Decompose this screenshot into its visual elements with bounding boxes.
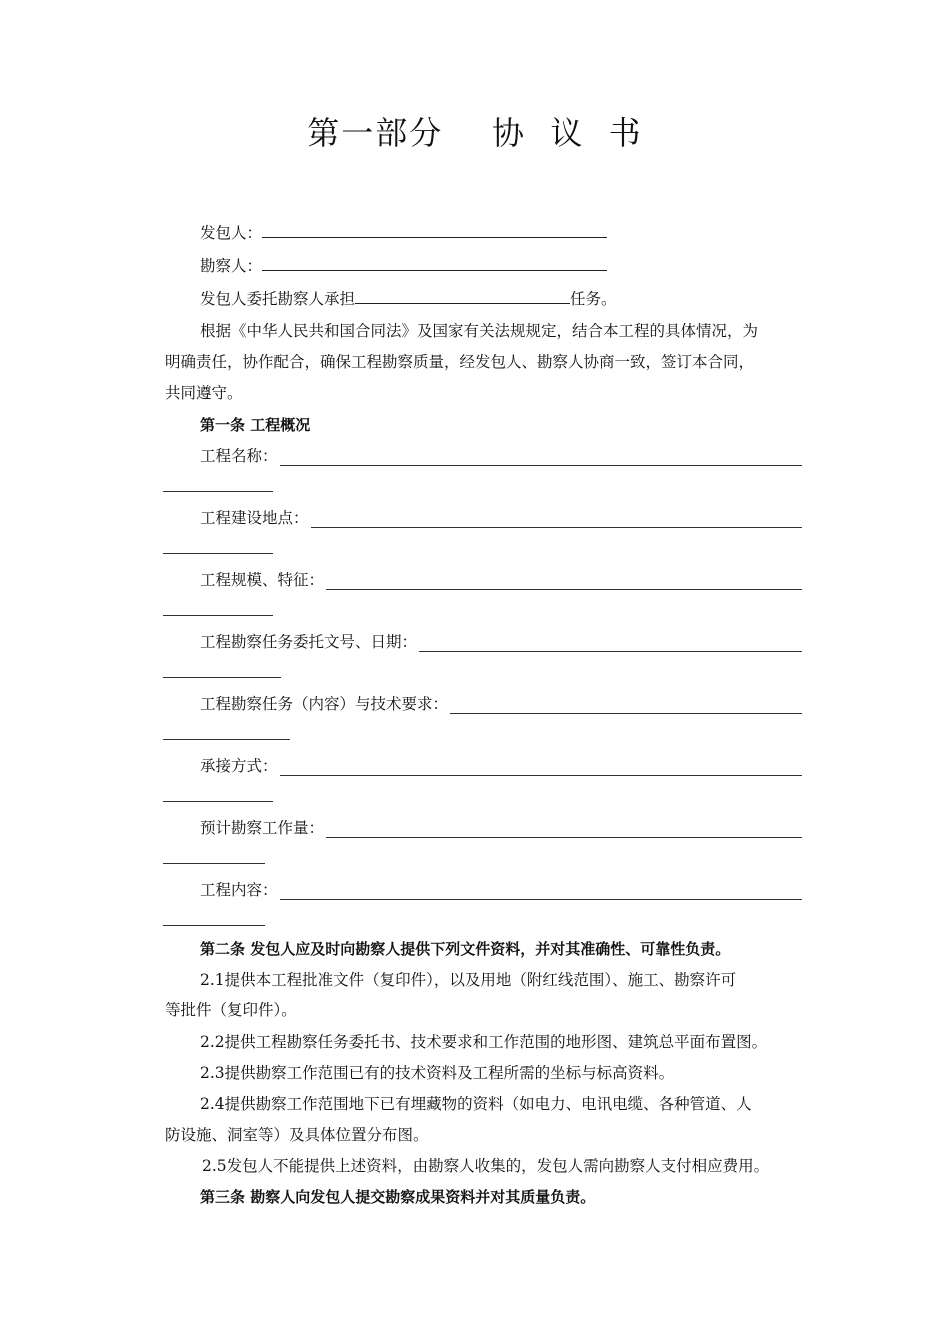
field-blank-continuation[interactable] bbox=[163, 925, 265, 926]
field-label: 工程勘察任务（内容）与技术要求： bbox=[200, 695, 449, 713]
field-blank[interactable] bbox=[326, 823, 802, 838]
entrust-line bbox=[200, 289, 805, 309]
preamble-line-2: 明确责任，协作配合，确保工程勘察质量，经发包人、勘察人协商一致，签订本合同， bbox=[165, 353, 755, 371]
field-contract-mode bbox=[200, 754, 802, 776]
field-task-requirements bbox=[200, 692, 802, 714]
field-label: 工程规模、特征： bbox=[200, 571, 325, 589]
preamble-line-3: 共同遵守。 bbox=[165, 384, 243, 402]
field-blank[interactable] bbox=[280, 451, 802, 466]
field-blank-continuation[interactable] bbox=[163, 615, 273, 616]
item-2-3: 2.3提供勘察工作范围已有的技术资料及工程所需的坐标与标高资料。 bbox=[200, 1064, 675, 1082]
field-workload bbox=[200, 816, 802, 838]
surveyor-label: 勘察人： bbox=[200, 257, 263, 275]
field-label: 工程建设地点： bbox=[200, 509, 309, 527]
field-label: 预计勘察工作量： bbox=[200, 819, 325, 837]
field-project-name bbox=[200, 444, 802, 466]
entrust-suffix: 任务。 bbox=[570, 290, 617, 308]
item-2-1-line-1: 2.1提供本工程批准文件（复印件），以及用地（附红线范围）、施工、勘察许可 bbox=[200, 971, 737, 989]
item-2-4-line-1: 2.4提供勘察工作范围地下已有埋藏物的资料（如电力、电讯电缆、各种管道、人 bbox=[200, 1095, 752, 1113]
entrust-prefix: 发包人委托勘察人承担 bbox=[200, 290, 356, 308]
field-commission-doc bbox=[200, 630, 802, 652]
field-blank[interactable] bbox=[419, 637, 802, 652]
article-3-heading: 第三条 勘察人向发包人提交勘察成果资料并对其质量负责。 bbox=[200, 1188, 596, 1206]
field-label: 承接方式： bbox=[200, 757, 278, 775]
field-label: 工程勘察任务委托文号、日期： bbox=[200, 633, 418, 651]
article-2-heading: 第二条 发包人应及时向勘察人提供下列文件资料，并对其准确性、可靠性负责。 bbox=[200, 940, 731, 958]
field-blank-continuation[interactable] bbox=[163, 491, 273, 492]
employer-label: 发包人： bbox=[200, 224, 263, 242]
field-blank[interactable] bbox=[326, 575, 802, 590]
field-label: 工程内容： bbox=[200, 881, 278, 899]
field-blank-continuation[interactable] bbox=[163, 739, 290, 740]
surveyor-line bbox=[200, 256, 805, 276]
preamble-line-1: 根据《中华人民共和国合同法》及国家有关法规规定，结合本工程的具体情况，为 bbox=[200, 322, 759, 340]
surveyor-blank[interactable] bbox=[262, 256, 607, 271]
entrust-task-blank[interactable] bbox=[355, 289, 570, 304]
field-project-scale bbox=[200, 568, 802, 590]
field-blank[interactable] bbox=[450, 699, 802, 714]
page-title: 第一部分 协 议 书 bbox=[307, 114, 643, 152]
field-blank-continuation[interactable] bbox=[163, 801, 273, 802]
field-blank-continuation[interactable] bbox=[163, 863, 265, 864]
field-project-location bbox=[200, 506, 802, 528]
field-project-content bbox=[200, 878, 802, 900]
article-1-heading: 第一条 工程概况 bbox=[200, 416, 311, 434]
field-blank[interactable] bbox=[280, 885, 802, 900]
field-label: 工程名称： bbox=[200, 447, 278, 465]
item-2-5: 2.5发包人不能提供上述资料，由勘察人收集的，发包人需向勘察人支付相应费用。 bbox=[202, 1157, 770, 1175]
field-blank-continuation[interactable] bbox=[163, 677, 281, 678]
employer-line bbox=[200, 223, 805, 243]
item-2-4-line-2: 防设施、洞室等）及具体位置分布图。 bbox=[165, 1126, 429, 1144]
field-blank[interactable] bbox=[311, 513, 802, 528]
item-2-2: 2.2提供工程勘察任务委托书、技术要求和工作范围的地形图、建筑总平面布置图。 bbox=[200, 1033, 768, 1051]
field-blank[interactable] bbox=[280, 761, 802, 776]
field-blank-continuation[interactable] bbox=[163, 553, 273, 554]
employer-blank[interactable] bbox=[262, 223, 607, 238]
item-2-1-line-2: 等批件（复印件）。 bbox=[165, 1001, 297, 1019]
